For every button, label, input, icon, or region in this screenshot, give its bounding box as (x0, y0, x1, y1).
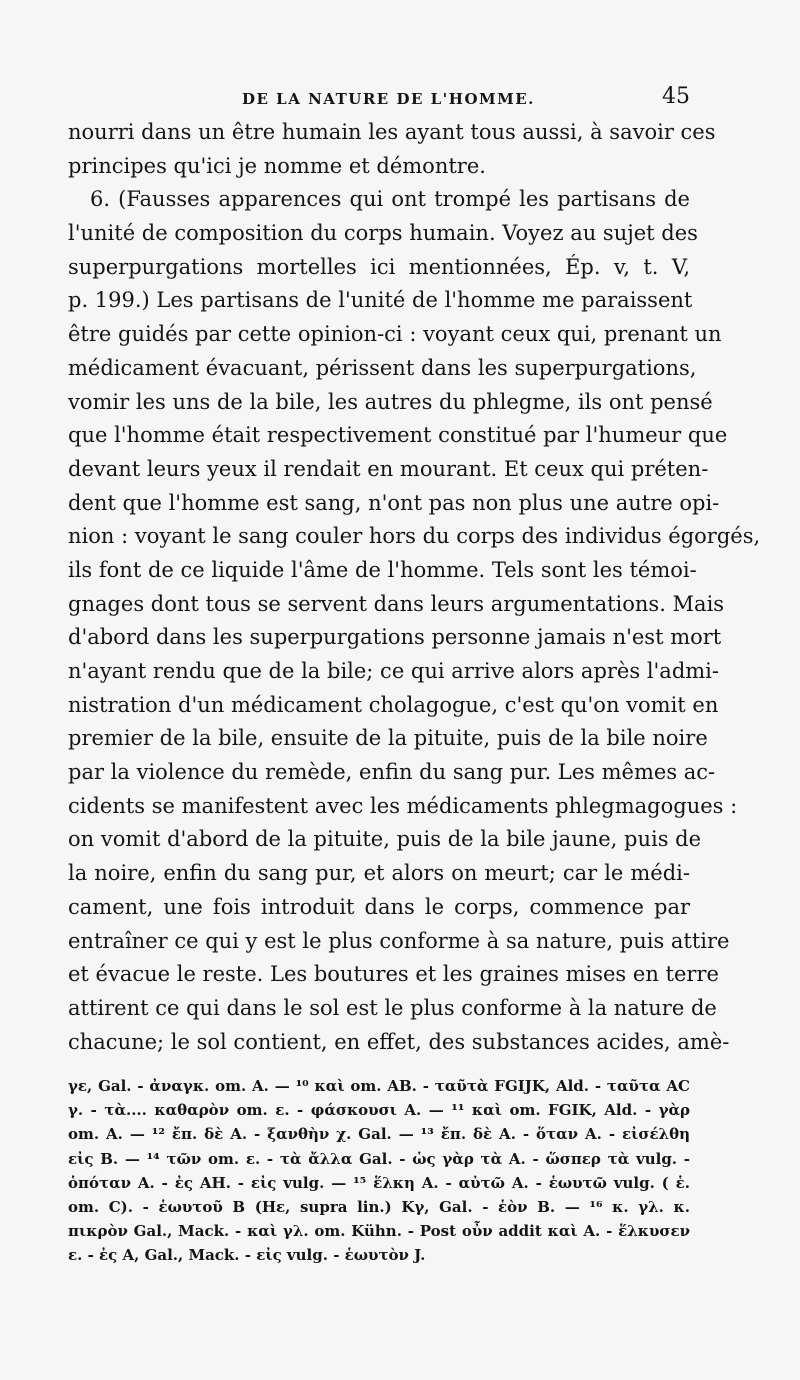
footnote-line: om. A. — ¹² ἔπ. δὲ A. - ξανθὴν χ. Gal. — ¹³ ἔπ. δὲ A. - ὅταν A. - εἰσέλθη (68, 1125, 690, 1144)
text-line: et évacue le reste. Les boutures et les graines mises en terre (68, 962, 719, 987)
text-line: gnages dont tous se servent dans leurs argumentations. Mais (68, 591, 725, 616)
text-line: chacune; le sol contient, en effet, des substances acides, amè- (68, 1029, 730, 1054)
text-line: p. 199.) Les partisans de l'unité de l'homme me paraissent (68, 288, 693, 313)
text-line: cidents se manifestent avec les médicaments phlegmagogues : (68, 793, 738, 818)
footnote-line: γ. - τὰ.... καθαρὸν om. ε. - φάσκουσι A. — ¹¹ καὶ om. FGIK, Ald. - γὰρ (68, 1101, 690, 1120)
text-line: premier de la bile, ensuite de la pituite, puis de la bile noire (68, 726, 708, 751)
main-text (68, 116, 761, 1059)
footnotes (68, 1074, 690, 1268)
text-line: cament, une fois introduit dans le corps, commence par (68, 894, 690, 919)
text-line: d'abord dans les superpurgations personne jamais n'est mort (68, 625, 722, 650)
footnote-line: εἰς B. — ¹⁴ τῶν om. ε. - τὰ ἄλλα Gal. - ὡς γὰρ τὰ A. - ὥσπερ τὰ vulg. - (68, 1149, 690, 1168)
footnote-line: γε, Gal. - ἀναγκ. om. A. — ¹⁰ καὶ om. AB. - ταῦτὰ FGIJK, Ald. - ταῦτα AC (68, 1077, 690, 1095)
text-line: nourri dans un être humain les ayant tous aussi, à savoir ces (68, 120, 716, 144)
text-line: nion : voyant le sang couler hors du corps des individus égorgés, (68, 524, 761, 549)
text-line: par la violence du remède, enfin du sang pur. Les mêmes ac- (68, 760, 716, 785)
text-line: vomir les uns de la bile, les autres du phlegme, ils ont pensé (68, 389, 713, 414)
text-line: n'ayant rendu que de la bile; ce qui arrive alors après l'admi- (68, 659, 719, 683)
text-line: ils font de ce liquide l'âme de l'homme. Tels sont les témoi- (68, 557, 697, 582)
page-number: 45 (662, 84, 690, 109)
text-line: nistration d'un médicament cholagogue, c'est qu'on vomit en (68, 692, 719, 717)
text-line: devant leurs yeux il rendait en mourant. Et ceux qui préten- (68, 456, 709, 481)
footnote-line: om. C). - ἑωυτοῦ B (Hε, supra lin.) Kγ, Gal. - ἑὸν B. — ¹⁶ κ. γλ. κ. (68, 1197, 690, 1216)
footnote-line: ὁπόταν A. - ἐς AH. - εἰς vulg. — ¹⁵ ἕλκη A. - αὐτῶ A. - ἑωυτῶ vulg. ( ἑ. (68, 1173, 690, 1192)
text-line: on vomit d'abord de la pituite, puis de la bile jaune, puis de (68, 827, 702, 852)
text-line: que l'homme était respectivement constitué par l'humeur que (68, 423, 728, 448)
text-line: dent que l'homme est sang, n'ont pas non plus une autre opi- (68, 490, 720, 515)
footnote-line: πικρὸν Gal., Mack. - καὶ γλ. om. Kühn. - Post οὖν addit καὶ A. - ἕλκυσεν (68, 1222, 690, 1241)
footnote-line: ε. - ἐς A, Gal., Mack. - εἰς vulg. - ἑωυτὸν J. (68, 1246, 426, 1265)
text-line: la noire, enfin du sang pur, et alors on meurt; car le médi- (68, 861, 690, 886)
text-line: 6. (Fausses apparences qui ont trompé les partisans de (90, 187, 690, 212)
text-line: entraîner ce qui y est le plus conforme à sa nature, puis attire (68, 928, 730, 953)
text-line: être guidés par cette opinion-ci : voyant ceux qui, prenant un (68, 322, 722, 347)
text-line: superpurgations mortelles ici mentionnées, Ép. v, t. V, (68, 254, 690, 279)
running-title: DE LA NATURE DE L'HOMME. (242, 90, 535, 108)
text-line: attirent ce qui dans le sol est le plus conforme à la nature de (68, 995, 717, 1020)
text-line: l'unité de composition du corps humain. Voyez au sujet des (68, 221, 698, 246)
text-line: médicament évacuant, périssent dans les superpurgations, (68, 355, 697, 380)
text-line: principes qu'ici je nomme et démontre. (68, 153, 486, 178)
